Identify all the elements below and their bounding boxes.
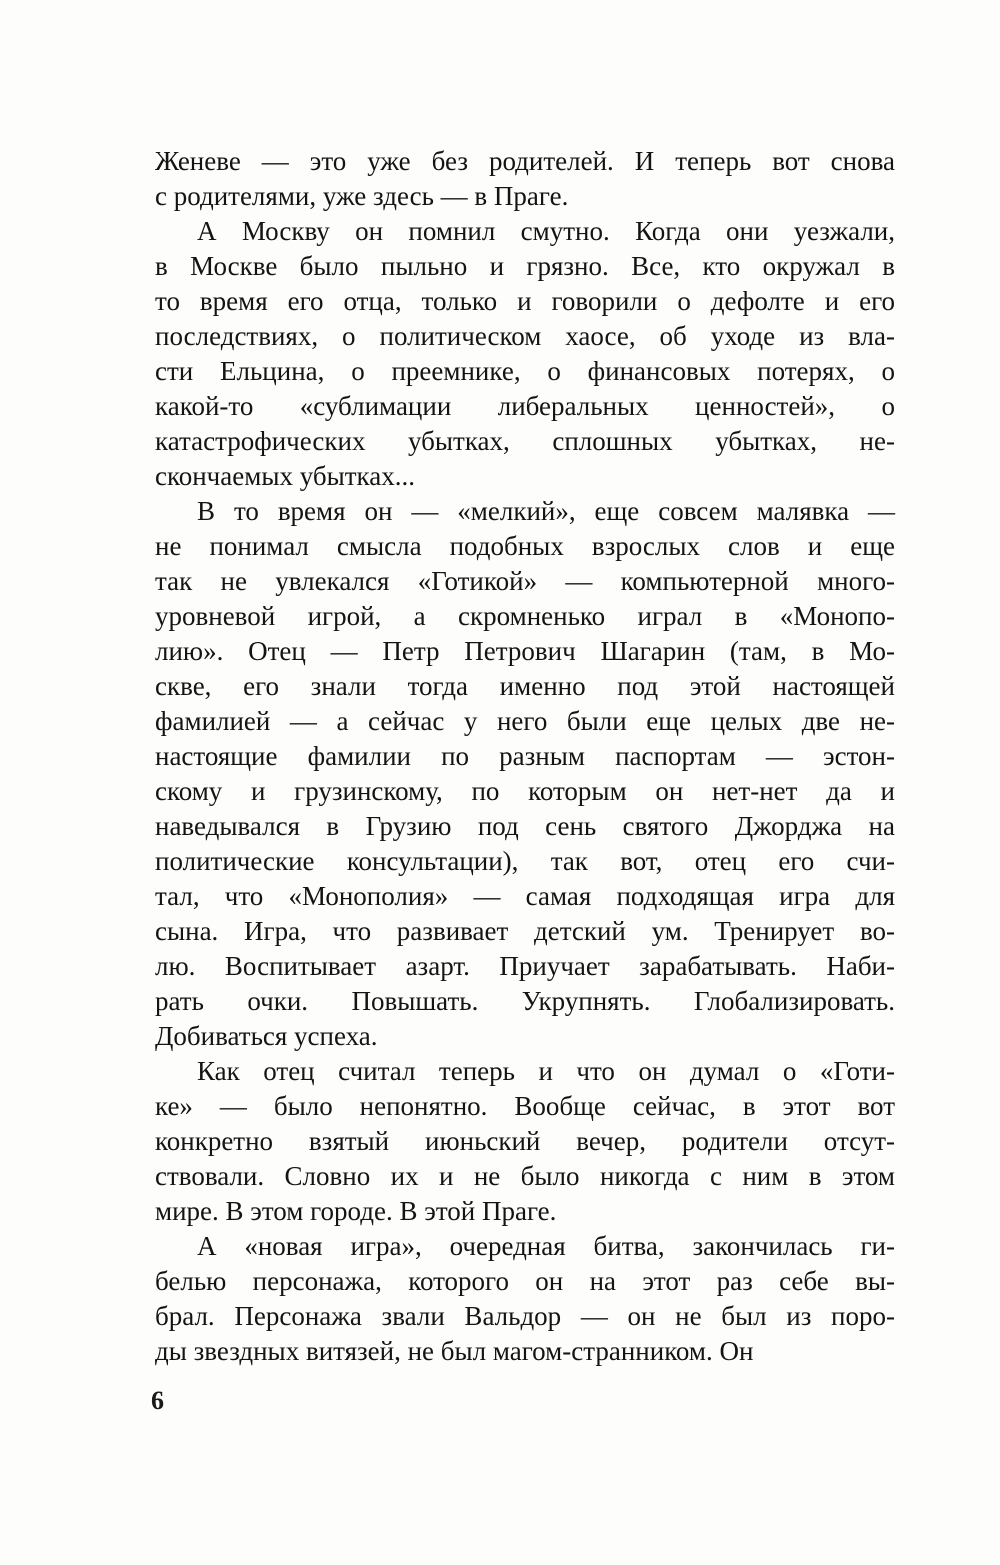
paragraph [155,494,895,1054]
paragraph [155,1054,895,1229]
text-line: фамилией — а сейчас у него были еще целых две не- [155,706,895,736]
text-line: уровневой игрой, а скромненько играл в «Монопо- [155,601,895,631]
text-line: рать очки. Повышать. Укрупнять. Глобализировать. [155,986,895,1016]
text-line: то время его отца, только и говорили о дефолте и его [155,286,895,316]
paragraph [155,144,895,214]
text-line: лю. Воспитывает азарт. Приучает зарабатывать. Наби- [155,951,895,981]
text-line: скому и грузинскому, по которым он нет-нет да и [155,776,895,806]
text-line: тал, что «Монополия» — самая подходящая игра для [155,881,895,911]
text-line: настоящие фамилии по разным паспортам — эстон- [155,741,895,771]
text-line: мире. В этом городе. В этой Праге. [155,1196,557,1226]
paragraph [155,1229,895,1369]
text-line: скве, его знали тогда именно под этой настоящей [155,671,895,701]
text-line: Добиваться успеха. [155,1021,378,1051]
text-line: брал. Персонажа звали Вальдор — он не был из поро- [155,1301,895,1331]
text-line: белью персонажа, которого он на этот раз себе вы- [155,1266,895,1296]
text-line: не понимал смысла подобных взрослых слов и еще [155,531,895,561]
text-line: Женеве — это уже без родителей. И теперь вот снова [155,146,895,176]
page-number: 6 [151,1386,164,1415]
text-line: так не увлекался «Готикой» — компьютерной много- [155,566,895,596]
text-line: последствиях, о политическом хаосе, об уходе из вла- [155,321,895,351]
text-line: конкретно взятый июньский вечер, родители отсут- [155,1126,895,1156]
text-line: В то время он — «мелкий», еще совсем малявка — [197,496,895,526]
text-line: наведывался в Грузию под сень святого Джорджа на [155,811,895,841]
text-line: лию». Отец — Петр Петрович Шагарин (там, в Мо- [155,636,895,666]
paragraph [155,214,895,494]
text-line: ды звездных витязей, не был магом-странником. Он [155,1336,754,1366]
text-line: скончаемых убытках... [155,461,415,491]
text-line: в Москве было пыльно и грязно. Все, кто окружал в [155,251,895,281]
text-line: А Москву он помнил смутно. Когда они уезжали, [197,216,895,246]
text-line: катастрофических убытках, сплошных убытках, не- [155,426,895,456]
text-line: с родителями, уже здесь — в Праге. [155,181,569,211]
text-line: сти Ельцина, о преемнике, о финансовых потерях, о [155,356,895,386]
text-line: А «новая игра», очередная битва, закончилась ги- [197,1231,895,1261]
text-line: какой-то «сублимации либеральных ценностей», о [155,391,895,421]
text-line: ке» — было непонятно. Вообще сейчас, в этот вот [155,1091,895,1121]
page-text [155,144,895,1369]
text-line: сына. Игра, что развивает детский ум. Тренирует во- [155,916,895,946]
text-line: политические консультации), так вот, отец его счи- [155,846,895,876]
text-line: Как отец считал теперь и что он думал о «Готи- [197,1056,895,1086]
text-line: ствовали. Словно их и не было никогда с ним в этом [155,1161,895,1191]
